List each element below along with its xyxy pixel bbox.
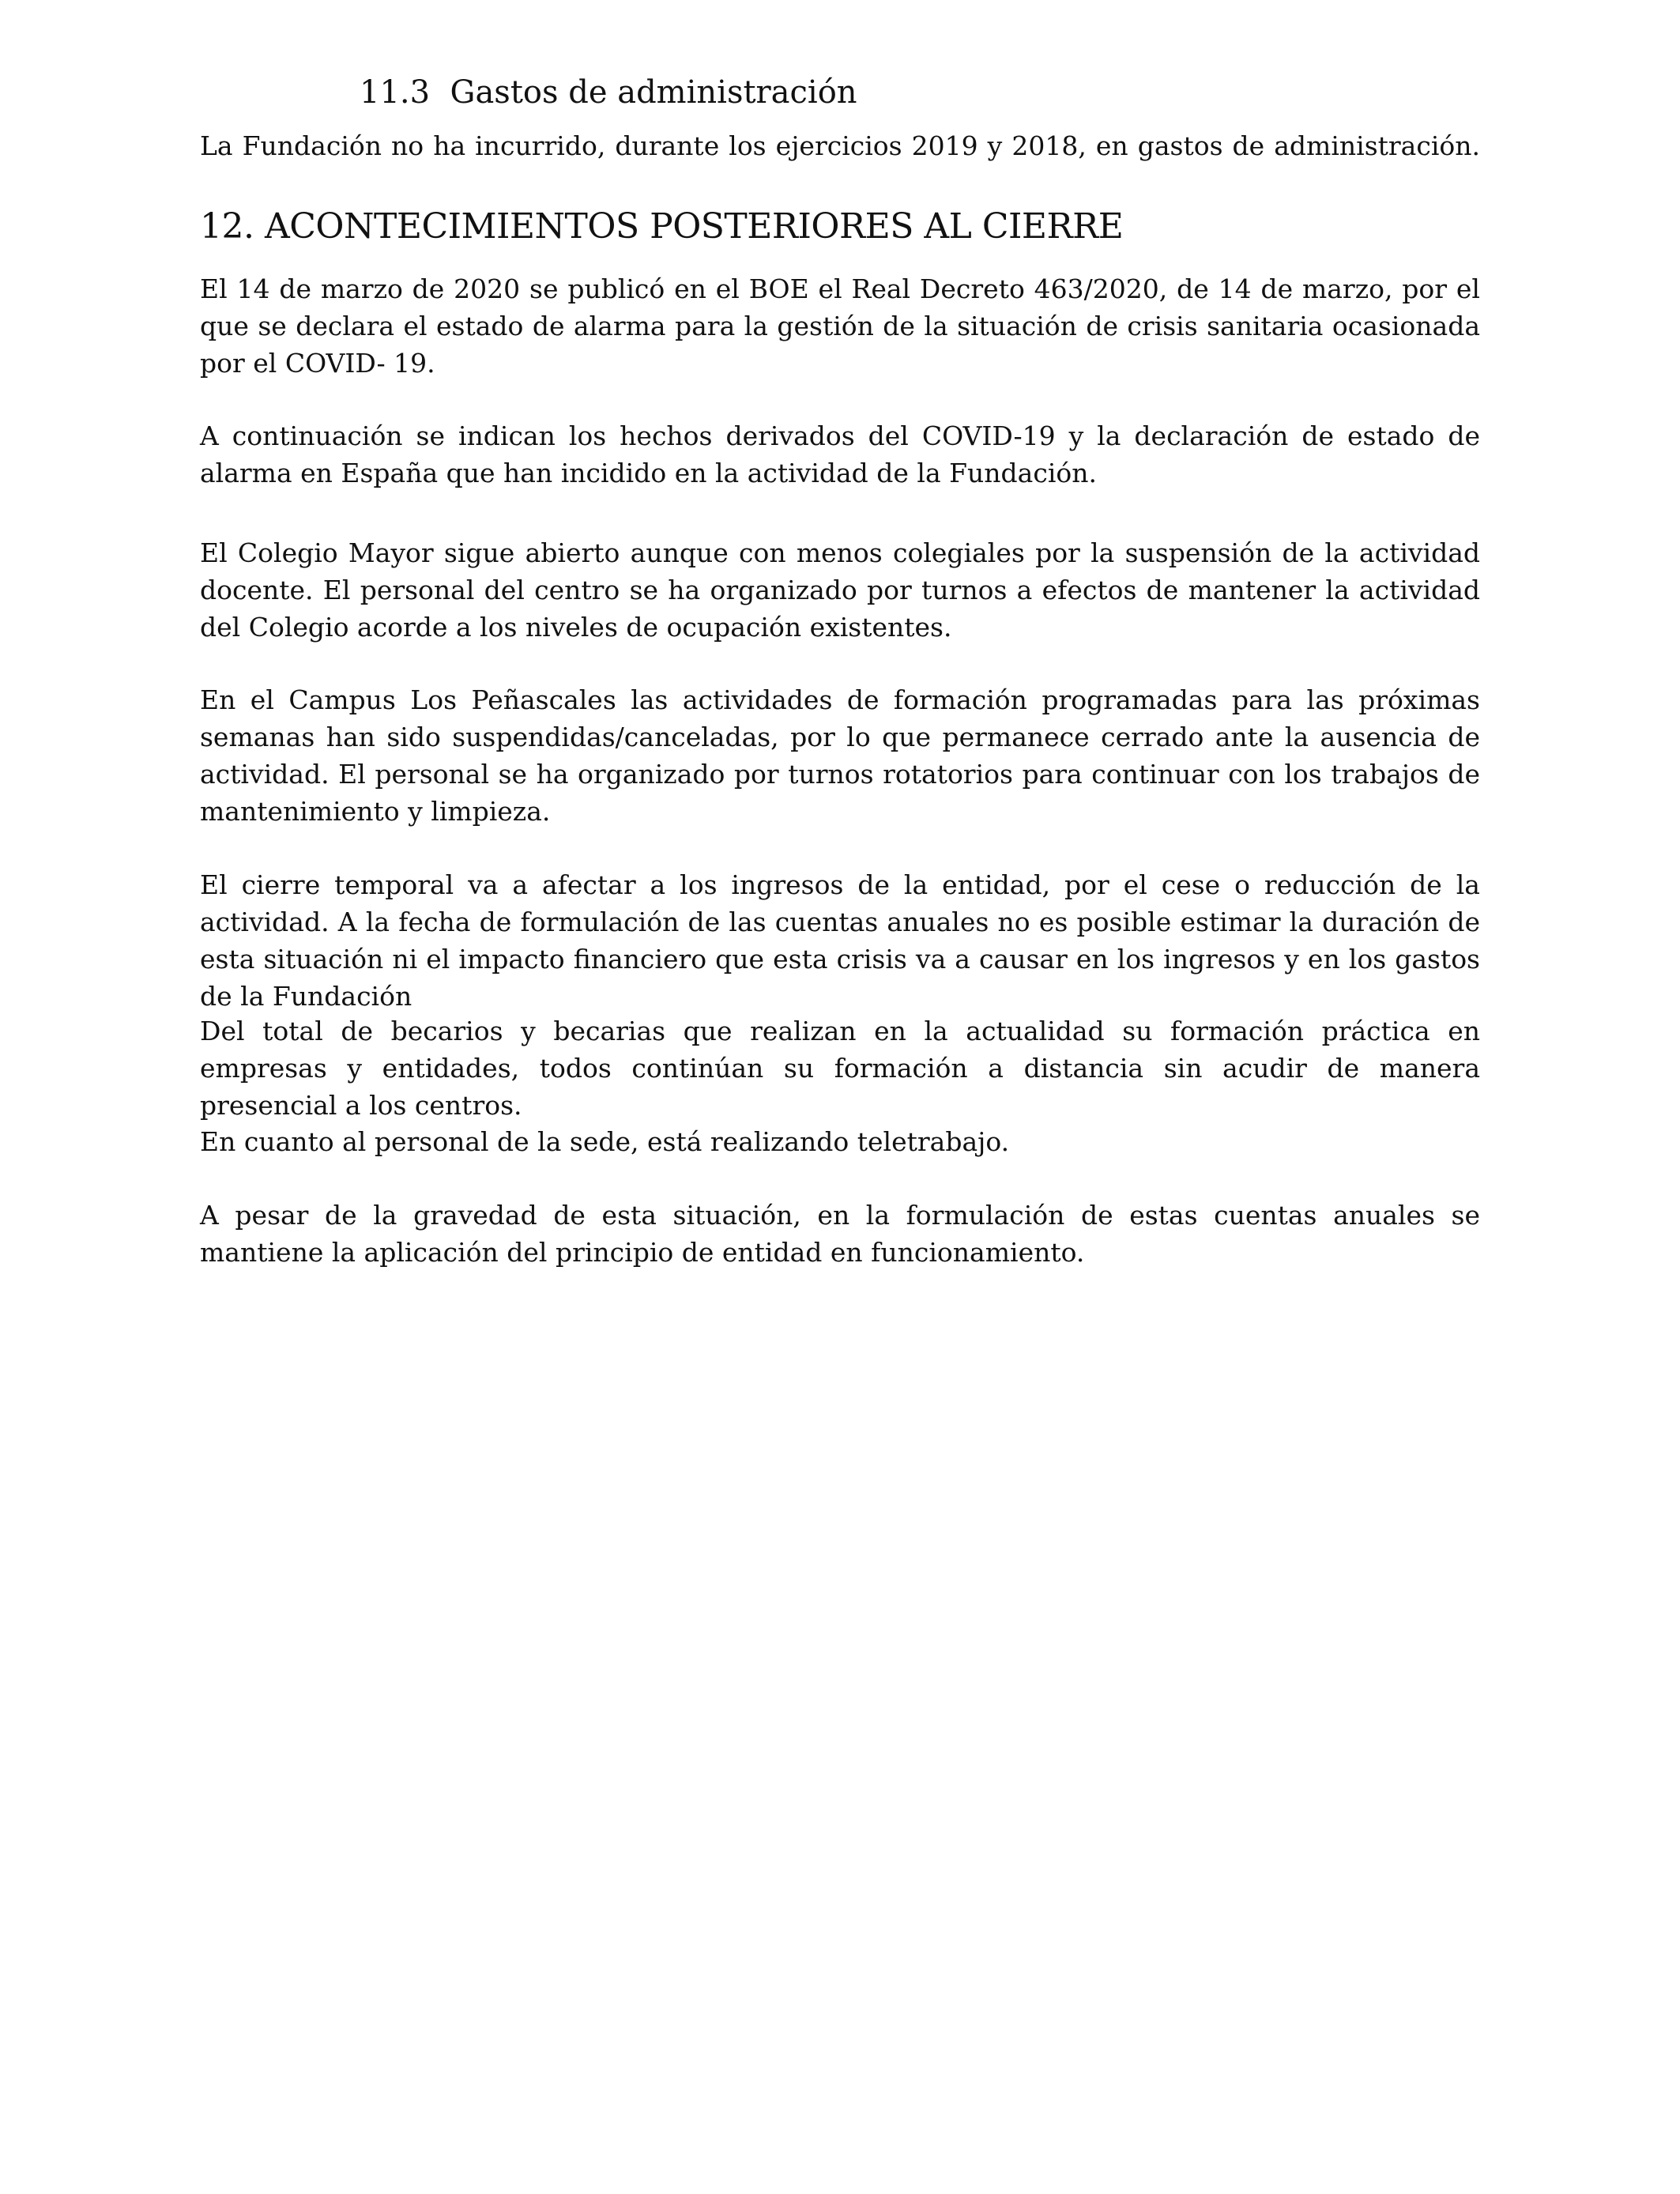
admin-expenses-paragraph: La Fundación no ha incurrido, durante los ejercicios 2019 y 2018, en gastos de administración.	[200, 130, 1480, 161]
paragraph-royal-decree: El 14 de marzo de 2020 se publicó en el BOE el Real Decreto 463/2020, de 14 de marzo, por el que se declara el estado de alarma para la gestión de la situación de crisis sanitaria ocasionada por el COVID- 19.	[200, 273, 1480, 379]
paragraph-covid-facts: A continuación se indican los hechos derivados del COVID-19 y la declaración de estado de alarma en España que han incidido en la actividad de la Fundación.	[200, 420, 1480, 488]
paragraph-colegio-mayor: El Colegio Mayor sigue abierto aunque con menos colegiales por la suspensión de la actividad docente. El personal del centro se ha organizado por turnos a efectos de mantener la actividad del Colegio acorde a los niveles de ocupación existentes.	[200, 537, 1480, 643]
section-heading: 12. ACONTECIMIENTOS POSTERIORES AL CIERRE	[200, 206, 1124, 247]
subsection-heading	[360, 70, 857, 115]
paragraph-scholarship-holders: Del total de becarios y becarias que realizan en la actualidad su formación práctica en empresas y entidades, todos continúan su formación a distancia sin acudir de manera presencial a los centros.	[200, 1016, 1480, 1121]
paragraph-going-concern: A pesar de la gravedad de esta situación, en la formulación de estas cuentas anuales se mantiene la aplicación del principio de entidad en funcionamiento.	[200, 1200, 1480, 1268]
paragraph-campus: En el Campus Los Peñascales las actividades de formación programadas para las próximas semanas han sido suspendidas/canceladas, por lo que permanece cerrado ante la ausencia de actividad. El personal se ha organizado por turnos rotatorios para continuar con los trabajos de mantenimiento y limpieza.	[200, 684, 1480, 827]
subsection-number: 11.3	[360, 74, 431, 111]
paragraph-temporary-closure: El cierre temporal va a afectar a los ingresos de la entidad, por el cese o reducción de la actividad. A la fecha de formulación de las cuentas anuales no es posible estimar la duración de esta situación ni el impacto financiero que esta crisis va a causar en los ingresos y en los gastos de la Fundación	[200, 869, 1480, 1012]
paragraph-headquarters-staff: En cuanto al personal de la sede, está realizando teletrabajo.	[200, 1126, 1010, 1157]
subsection-title: Gastos de administración	[450, 74, 857, 111]
